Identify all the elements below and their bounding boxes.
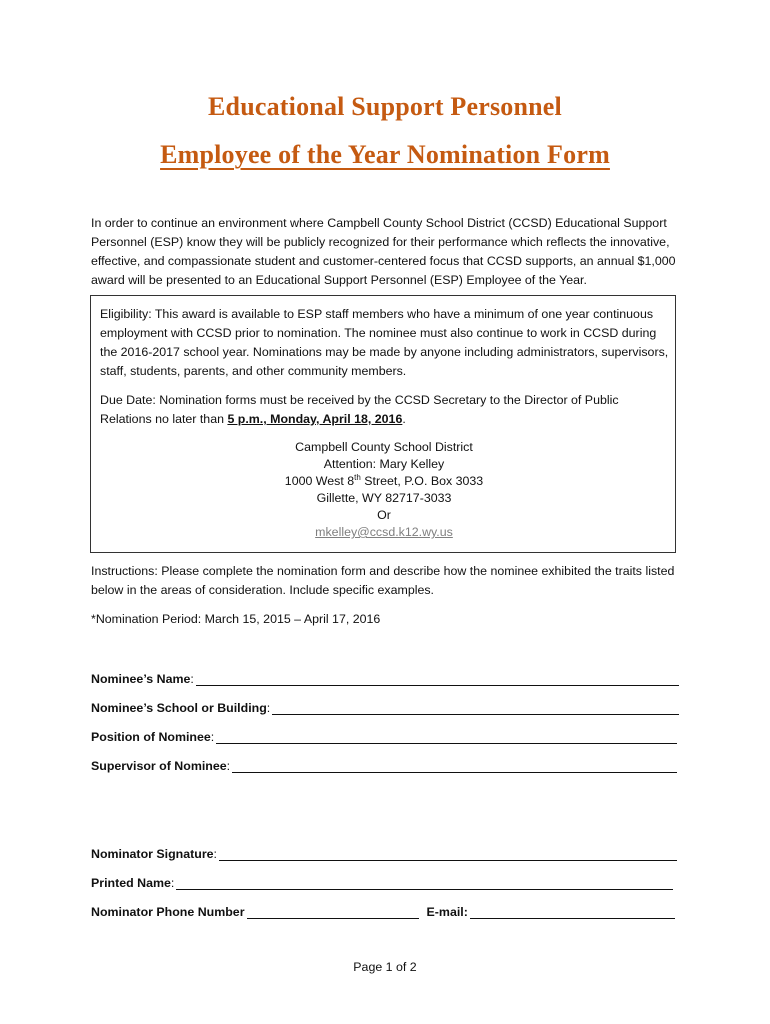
instructions-text: Instructions: Please complete the nomination form and describe how the nominee exhibited the traits listed below in the areas of consideration. Include specific examples. bbox=[91, 564, 675, 597]
position-line[interactable] bbox=[216, 729, 677, 744]
nomination-period-text: *Nomination Period: March 15, 2015 – April 17, 2016 bbox=[91, 612, 381, 626]
eligibility-text: Eligibility: This award is available to ESP staff members who have a minimum of one year continuous employment with CCSD prior to nomination. The nominee must also continue to work in CCSD during the 2016-2017 school year. Nominations may be made by anyone including administrators, supervisors, staff, students, parents, and other community members. bbox=[100, 307, 669, 378]
phone-label: Nominator Phone Number bbox=[91, 905, 245, 919]
address-line: Gillette, WY 82717-3033 bbox=[316, 491, 452, 505]
phone-line[interactable] bbox=[247, 904, 419, 919]
email-label: E-mail: bbox=[426, 905, 468, 919]
due-date-prefix: Due Date: Nomination forms must be received by the CCSD Secretary to the Director of Public Relations no later than bbox=[100, 393, 619, 426]
phone-email-field bbox=[91, 901, 675, 919]
position-label: Position of Nominee bbox=[91, 730, 211, 744]
nominee-name-line[interactable] bbox=[196, 671, 679, 686]
email-line[interactable] bbox=[470, 904, 675, 919]
nominee-school-line[interactable] bbox=[272, 700, 679, 715]
form-title-line2: Employee of the Year Nomination Form bbox=[160, 140, 610, 169]
supervisor-line[interactable] bbox=[232, 758, 677, 773]
nominator-signature-field: Nominator Signature: bbox=[91, 843, 677, 861]
due-date-suffix: . bbox=[402, 412, 406, 426]
nominator-signature-label: Nominator Signature bbox=[91, 847, 214, 861]
nominee-school-field: Nominee’s School or Building: bbox=[91, 697, 679, 715]
printed-name-field: Printed Name: bbox=[91, 872, 673, 890]
page-number: Page 1 of 2 bbox=[353, 960, 417, 974]
printed-name-label: Printed Name bbox=[91, 876, 171, 890]
address-line: Or bbox=[377, 508, 391, 522]
due-date-deadline: 5 p.m., Monday, April 18, 2016 bbox=[227, 412, 403, 426]
eligibility-box bbox=[90, 295, 676, 553]
due-date-text bbox=[100, 391, 670, 429]
nominee-school-label: Nominee’s School or Building bbox=[91, 701, 267, 715]
position-field: Position of Nominee: bbox=[91, 726, 677, 744]
address-line: 1000 West 8th Street, P.O. Box 3033 bbox=[284, 472, 484, 488]
form-title-line1: Educational Support Personnel bbox=[208, 92, 562, 121]
printed-name-line[interactable] bbox=[176, 875, 673, 890]
nominee-name-field: Nominee’s Name: bbox=[91, 668, 679, 686]
nominator-signature-line[interactable] bbox=[219, 846, 677, 861]
address-line: Campbell County School District bbox=[295, 440, 473, 454]
mailing-address bbox=[91, 439, 677, 541]
nominee-name-label: Nominee’s Name bbox=[91, 672, 191, 686]
supervisor-label: Supervisor of Nominee bbox=[91, 759, 227, 773]
address-line: Attention: Mary Kelley bbox=[323, 457, 445, 471]
supervisor-field: Supervisor of Nominee: bbox=[91, 755, 677, 773]
email-link[interactable]: mkelley@ccsd.k12.wy.us bbox=[315, 525, 453, 539]
intro-paragraph: In order to continue an environment where Campbell County School District (CCSD) Educational Support Personnel (ESP) know they will be publicly recognized for their performance which reflects the innovative, effective, and compassionate student and customer-centered focus that CCSD supports, an annual $1,000 award will be presented to an Educational Support Personnel (ESP) Employee of the Year. bbox=[91, 216, 676, 287]
